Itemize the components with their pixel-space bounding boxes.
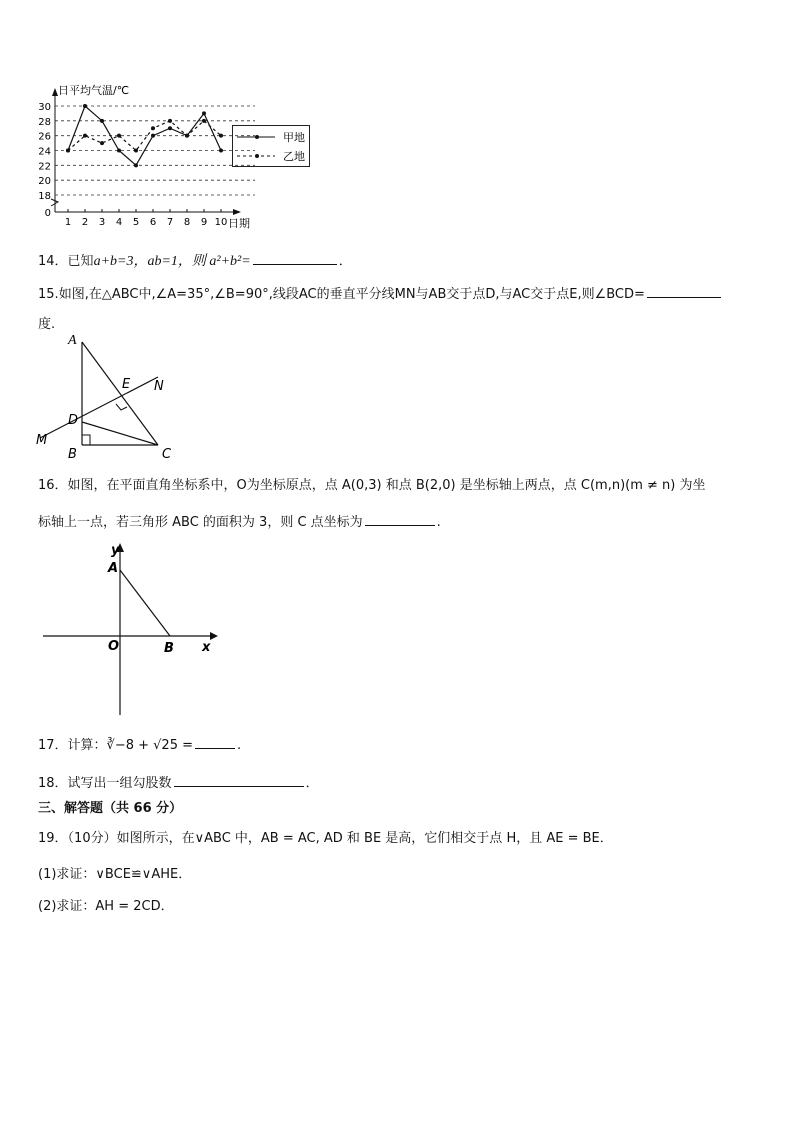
chart-ytick-label: 26 [38,131,51,143]
fig15-label-C: C [162,447,172,462]
chart-point-s1-5 [151,126,155,130]
fig15-label-A: A [68,333,77,348]
chart-ylabel: 日平均气温/℃ [58,84,130,97]
q14-number: 14． [38,254,68,269]
q15-line2: 度. [38,317,56,332]
q15-line1: 如图,在△ABC中,∠A=35°,∠B=90°,线段AC的垂直平分线MN与AB交于点D,与AC交于点E,则∠BCD= [58,287,645,302]
chart-legend [232,125,310,167]
q19-part-1: (1)求证：∨BCE≌∨AHE． [38,867,192,882]
chart-point-s1-1 [83,134,87,138]
question-14 [38,250,352,270]
q17-answer-blank[interactable] [195,736,235,749]
chart-ytick-label: 24 [38,146,51,158]
chart-point-s1-6 [168,119,172,123]
chart-point-s0-8 [202,111,206,115]
chart-point-s0-1 [83,104,87,108]
chart-ytick-label: 30 [38,102,51,113]
q17-end: . [237,738,242,753]
chart-xtick-label: 5 [132,217,140,228]
q19-part-2: (2)求证：AH = 2CD． [38,899,174,914]
chart-point-s1-8 [202,119,206,123]
chart-xtick-label: 7 [166,217,174,228]
fig16-label-x: x [202,640,211,655]
fig15-label-D: D [68,413,79,428]
chart-xtick-label: 6 [149,217,157,228]
legend-label-yi: 乙地 [283,150,305,163]
chart-xtick-label: 3 [98,217,106,228]
chart-ytick-label: 20 [38,176,51,188]
q14-text-a: 已知 [67,254,94,269]
chart-point-s1-3 [117,134,121,138]
chart-xtick-label: 4 [115,217,123,228]
chart-point-s0-4 [134,163,138,167]
chart-xtick-label: 9 [200,217,208,228]
question-19 [38,827,613,846]
section-3-heading: 三、解答题（共 66 分） [38,801,183,816]
fig16-label-A: A [108,561,119,576]
chart-xtick-label: 1 [64,217,72,228]
q14-end: ． [338,254,352,269]
chart-ytick-label: 0 [44,208,51,219]
q16-number: 16． [38,478,68,493]
question-16 [38,474,705,493]
q19-score: （10分） [67,831,117,846]
q19-number: 19． [38,831,68,846]
q18-end: ． [305,776,319,791]
fig15-label-B: B [68,447,77,462]
q16-answer-blank[interactable] [365,513,435,526]
fig16-label-B: B [164,641,174,656]
q16-end: . [436,515,441,530]
q16-line1: 如图，在平面直角坐标系中，O为坐标原点，点 A(0,3) 和点 B(2,0) 是坐标轴上两点，点 C(m,n)(m ≠ n) 为坐 [67,478,706,493]
chart-point-s1-7 [185,134,189,138]
chart-series-line-0 [68,106,221,165]
q16-line2: 标轴上一点，若三角形 ABC 的面积为 3，则 C 点坐标为 [38,515,363,530]
figure-16-axes [38,540,228,720]
chart-point-s1-4 [134,149,138,153]
q19-text: 如图所示，在∨ABC 中，AB = AC, AD 和 BE 是高，它们相交于点 H，且 AE = BE． [116,831,613,846]
figure-15-triangle [30,330,210,465]
chart-point-s1-2 [100,141,104,145]
fig16-label-y: y [111,543,120,558]
q17-text: 计算：∛−8 + √25 = [67,738,194,753]
chart-point-s0-2 [100,119,104,123]
q18-text: 试写出一组勾股数 [67,776,172,791]
q16-line2-wrap [38,511,441,530]
q15-answer-blank[interactable] [647,285,721,298]
chart-ytick-label: 22 [38,161,51,173]
question-17 [38,734,241,753]
chart-series-line-1 [68,121,221,151]
chart-point-s1-9 [219,134,223,138]
chart-xtick-label: 2 [81,217,89,228]
fig15-label-M: M [36,433,48,448]
chart-grid [51,88,255,215]
chart-xtick-label: 10 [214,217,228,228]
question-18 [38,772,319,791]
chart-ytick-label: 28 [38,116,51,128]
chart-point-s1-0 [66,149,70,153]
q14-answer-blank[interactable] [253,252,337,265]
chart-point-s0-6 [168,126,172,130]
q18-number: 18． [38,776,68,791]
chart-xlabel: 日期 [228,217,250,230]
chart-ytick-label: 18 [38,191,51,202]
q14-expression: a+b=3，ab=1，则 a²+b²= [93,254,251,269]
fig16-label-O: O [108,639,120,654]
q17-number: 17． [38,738,68,753]
legend-label-jia: 甲地 [283,131,305,144]
q18-answer-blank[interactable] [174,774,304,787]
chart-xtick-label: 8 [183,217,191,228]
question-15 [38,283,723,302]
q15-number: 15. [38,287,59,302]
chart-point-s0-5 [151,134,155,138]
chart-point-s0-3 [117,149,121,153]
fig15-label-N: N [154,379,164,394]
fig15-label-E: E [122,377,131,392]
chart-point-s0-9 [219,149,223,153]
